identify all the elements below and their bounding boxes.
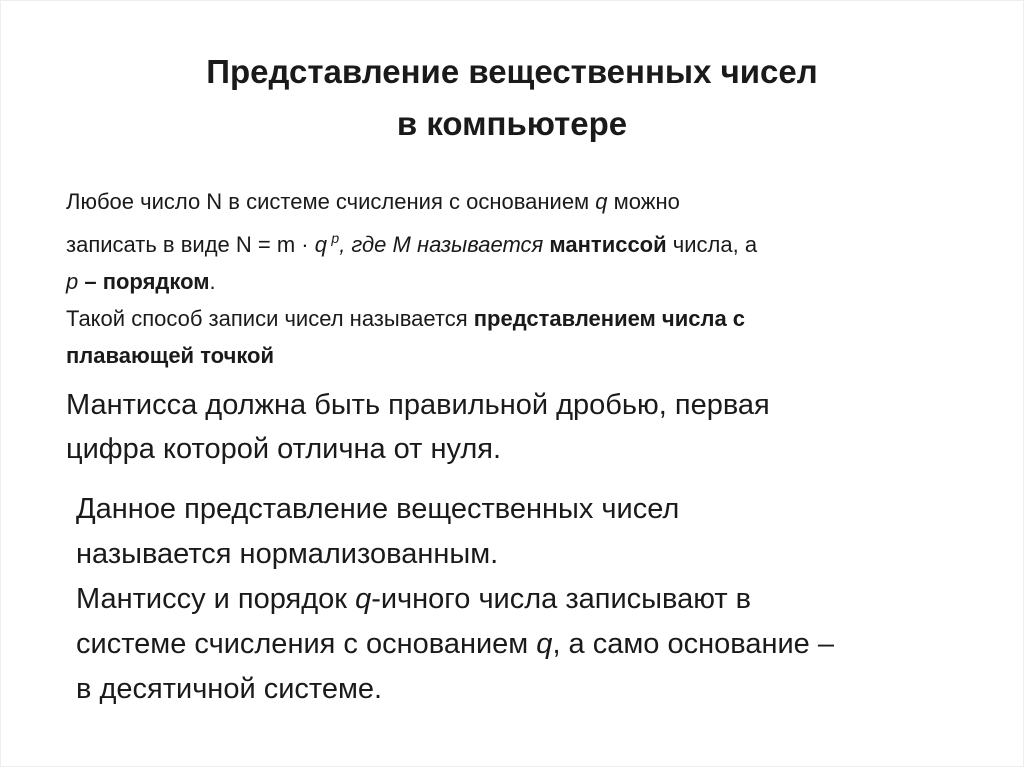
encoding-text-1: Мантиссу и порядок bbox=[76, 583, 356, 615]
title-line-2: в компьютере bbox=[396, 105, 628, 142]
fp-text-1: Такой способ записи чисел называется bbox=[66, 306, 474, 331]
mantissa-rule-block bbox=[66, 383, 966, 471]
def-text-1: Любое число N в системе счисления с основанием bbox=[66, 189, 596, 214]
def-text-3: записать в виде N = m · bbox=[66, 232, 315, 257]
page-title bbox=[0, 46, 1024, 150]
term-mantissa: мантиссой bbox=[549, 232, 667, 257]
encoding-line-6: в десятичной системе. bbox=[76, 673, 383, 705]
encoding-text-2: -ичного числа записывают в bbox=[371, 583, 752, 615]
encoding-text-4: , а само основание – bbox=[552, 628, 834, 660]
def-text-4: , где М называется bbox=[339, 232, 550, 257]
floating-point-paragraph bbox=[66, 300, 986, 374]
term-floating-point-1: представлением числа с bbox=[473, 306, 746, 331]
encoding-var-q-1: q bbox=[355, 583, 372, 615]
definition-block bbox=[66, 183, 986, 374]
def-var-q-2: q bbox=[314, 232, 327, 257]
mantissa-rule-line-2: цифра которой отлична от нуля. bbox=[66, 433, 502, 465]
def-period: . bbox=[209, 269, 216, 294]
term-order: – порядком bbox=[78, 269, 210, 294]
normalized-paragraph bbox=[76, 487, 996, 712]
mantissa-rule-paragraph bbox=[66, 383, 966, 471]
title-line-1: Представление вещественных чисел bbox=[206, 53, 818, 90]
def-var-q-1: q bbox=[595, 189, 608, 214]
def-text-2: можно bbox=[607, 189, 680, 214]
mantissa-rule-line-1: Мантисса должна быть правильной дробью, первая bbox=[66, 389, 770, 421]
encoding-text-3: системе счисления с основанием bbox=[76, 628, 537, 660]
normalized-block bbox=[76, 487, 996, 712]
definition-paragraph bbox=[66, 183, 986, 300]
def-text-5: числа, а bbox=[666, 232, 758, 257]
normalized-line-2: называется нормализованным. bbox=[76, 538, 499, 570]
def-var-p: p bbox=[66, 269, 79, 294]
term-floating-point-2: плавающей точкой bbox=[66, 343, 275, 368]
normalized-line-1: Данное представление вещественных чисел bbox=[76, 493, 680, 525]
encoding-var-q-2: q bbox=[536, 628, 553, 660]
def-exponent-p: p bbox=[331, 230, 340, 246]
